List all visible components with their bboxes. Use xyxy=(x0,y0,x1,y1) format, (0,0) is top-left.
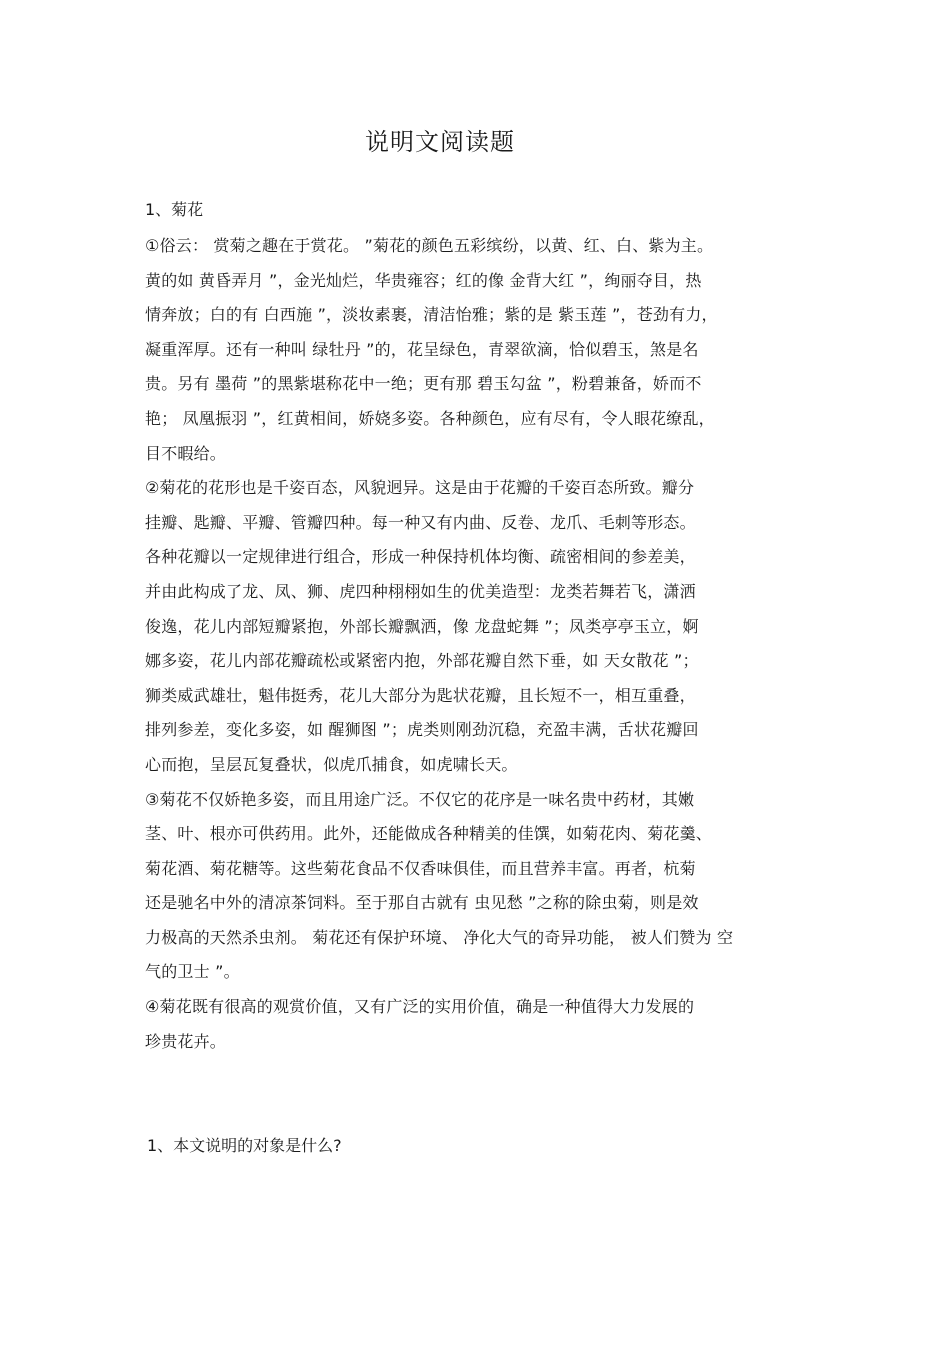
page-title: 说明文阅读题 xyxy=(365,128,515,156)
text-line: 茎、叶、根亦可供药用。此外，还能做成各种精美的佳馔，如菊花肉、菊花羹、 xyxy=(145,824,713,844)
text-line: ③菊花不仅娇艳多姿，而且用途广泛。不仅它的花序是一味名贵中药材，其嫩 xyxy=(145,789,695,809)
text-line: ②菊花的花形也是千姿百态，风貌迥异。这是由于花瓣的千姿百态所致。瓣分 xyxy=(145,478,695,498)
text-line: 并由此构成了龙、凤、狮、虎四种栩栩如生的优美造型：龙类若舞若飞，潇洒 xyxy=(145,581,696,601)
article-body xyxy=(145,229,825,1059)
text-line: 黄的如 黄昏弄月 ”，金光灿烂，华贵雍容；红的像 金背大红 ”，绚丽夺目，热 xyxy=(145,270,702,290)
section-heading: 1、菊花 xyxy=(145,200,204,219)
text-line: 狮类威武雄壮，魁伟挺秀，花儿大部分为匙状花瓣，且长短不一，相互重叠， xyxy=(145,685,696,705)
text-line: 艳； 凤凰振羽 ”，红黄相间，娇娆多姿。各种颜色，应有尽有，令人眼花缭乱， xyxy=(145,408,715,428)
text-line: 目不暇给。 xyxy=(145,443,227,463)
text-line: 力极高的天然杀虫剂。 菊花还有保护环境、 净化大气的奇异功能， 被人们赞为 空 xyxy=(145,927,734,947)
text-line: 娜多姿，花儿内部花瓣疏松或紧密内抱，外部花瓣自然下垂，如 天女散花 ”； xyxy=(145,651,699,671)
text-line: 菊花酒、菊花糖等。这些菊花食品不仅香味俱佳，而且营养丰富。再者，杭菊 xyxy=(145,858,696,878)
text-line: 各种花瓣以一定规律进行组合，形成一种保持机体均衡、疏密相间的参差美， xyxy=(145,547,696,567)
text-line: 凝重浑厚。还有一种叫 绿牡丹 ”的，花呈绿色，青翠欲滴，恰似碧玉，煞是名 xyxy=(145,339,699,359)
text-line: 排列参差，变化多姿，如 醒狮图 ”；虎类则刚劲沉稳，充盈丰满，舌状花瓣回 xyxy=(145,720,699,740)
text-line: 贵。另有 墨荷 ”的黑紫堪称花中一绝；更有那 碧玉勾盆 ”，粉碧兼备，娇而不 xyxy=(145,374,702,394)
text-line: ④菊花既有很高的观赏价值，又有广泛的实用价值，确是一种值得大力发展的 xyxy=(145,997,695,1017)
text-line: 挂瓣、匙瓣、平瓣、管瓣四种。每一种又有内曲、反卷、龙爪、毛刺等形态。 xyxy=(145,512,696,532)
text-line: 情奔放；白的有 白西施 ”，淡妆素裹，清洁怡雅；紫的是 紫玉莲 ”，苍劲有力， xyxy=(145,305,718,325)
text-line: 还是驰名中外的清凉茶饲料。至于那自古就有 虫见愁 ”之称的除虫菊，则是效 xyxy=(145,893,699,913)
question-1: 1、本文说明的对象是什么? xyxy=(147,1136,342,1155)
text-line: 珍贵花卉。 xyxy=(145,1031,227,1051)
text-line: 俊逸，花儿内部短瓣紧抱，外部长瓣飘洒，像 龙盘蛇舞 ”；凤类亭亭玉立，婀 xyxy=(145,616,699,636)
text-line: ①俗云： 赏菊之趣在于赏花。 ”菊花的颜色五彩缤纷，以黄、红、白、紫为主。 xyxy=(145,236,714,255)
text-line: 心而抱，呈层瓦复叠状，似虎爪捕食，如虎啸长天。 xyxy=(145,754,518,774)
text-line: 气的卫士 ”。 xyxy=(145,962,240,982)
